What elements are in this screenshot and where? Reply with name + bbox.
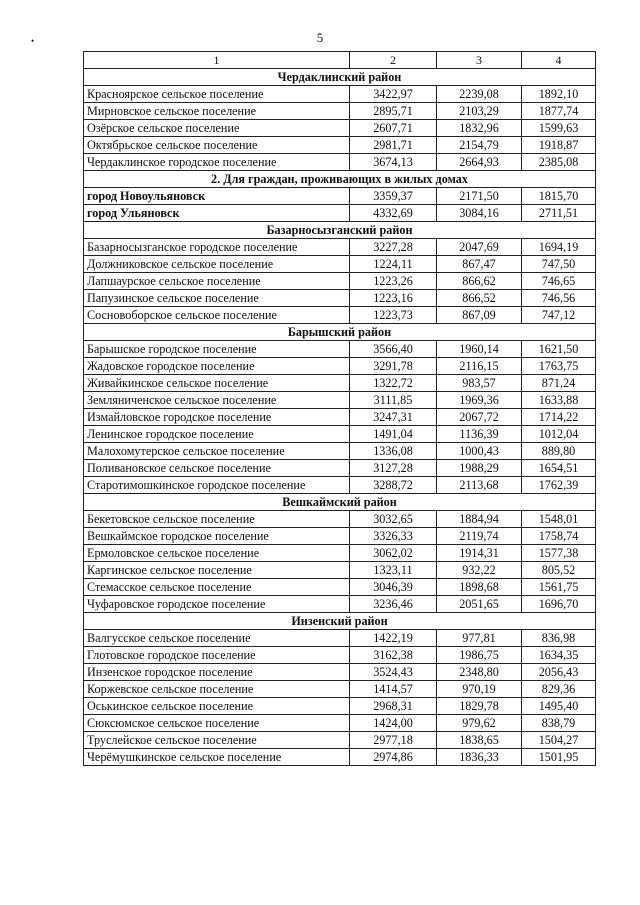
settlement-name: Инзенское городское поселение	[84, 664, 350, 681]
table-row	[84, 443, 596, 460]
value-col-3: 866,52	[437, 290, 522, 307]
value-col-3: 3084,16	[437, 205, 522, 222]
settlement-name: Ленинское городское поселение	[84, 426, 350, 443]
value-col-2: 1223,26	[350, 273, 437, 290]
settlement-name: Чуфаровское городское поселение	[84, 596, 350, 613]
value-col-2: 1422,19	[350, 630, 437, 647]
settlement-name: Мирновское сельское поселение	[84, 103, 350, 120]
section-header-row	[84, 613, 596, 630]
value-col-2: 1424,00	[350, 715, 437, 732]
value-col-3: 1829,78	[437, 698, 522, 715]
value-col-3: 1969,36	[437, 392, 522, 409]
table-row	[84, 596, 596, 613]
section-header-row	[84, 171, 596, 188]
value-col-3: 2067,72	[437, 409, 522, 426]
margin-mark: •	[31, 36, 35, 46]
settlement-name: Сосновоборское сельское поселение	[84, 307, 350, 324]
table-row	[84, 579, 596, 596]
section-header-row	[84, 494, 596, 511]
value-col-3: 1832,96	[437, 120, 522, 137]
value-col-2: 3422,97	[350, 86, 437, 103]
value-col-4: 1577,38	[522, 545, 596, 562]
value-col-3: 2113,68	[437, 477, 522, 494]
value-col-4: 747,50	[522, 256, 596, 273]
value-col-4: 1561,75	[522, 579, 596, 596]
value-col-3: 1914,31	[437, 545, 522, 562]
value-col-2: 2977,18	[350, 732, 437, 749]
value-col-2: 3288,72	[350, 477, 437, 494]
value-col-2: 3566,40	[350, 341, 437, 358]
table-row	[84, 698, 596, 715]
header-cell: 4	[522, 52, 596, 69]
settlement-name: Сюксюмское сельское поселение	[84, 715, 350, 732]
table-row	[84, 392, 596, 409]
value-col-3: 2047,69	[437, 239, 522, 256]
section-title: Вешкаймский район	[84, 494, 596, 511]
value-col-3: 2348,80	[437, 664, 522, 681]
value-col-4: 805,52	[522, 562, 596, 579]
value-col-3: 2116,15	[437, 358, 522, 375]
table-row	[84, 358, 596, 375]
value-col-3: 932,22	[437, 562, 522, 579]
settlement-name: Старотимошкинское городское поселение	[84, 477, 350, 494]
value-col-2: 2895,71	[350, 103, 437, 120]
settlement-name: Черёмушкинское сельское поселение	[84, 749, 350, 766]
table-row	[84, 664, 596, 681]
settlement-name: Базарносызганское городское поселение	[84, 239, 350, 256]
table-row	[84, 681, 596, 698]
header-cell: 1	[84, 52, 350, 69]
table-row	[84, 528, 596, 545]
value-col-3: 866,62	[437, 273, 522, 290]
value-col-4: 1621,50	[522, 341, 596, 358]
table-row	[84, 188, 596, 205]
value-col-4: 2711,51	[522, 205, 596, 222]
value-col-3: 979,62	[437, 715, 522, 732]
value-col-3: 1836,33	[437, 749, 522, 766]
value-col-4: 1694,19	[522, 239, 596, 256]
value-col-2: 3062,02	[350, 545, 437, 562]
value-col-2: 3032,65	[350, 511, 437, 528]
table-row	[84, 205, 596, 222]
settlement-name: Должниковское сельское поселение	[84, 256, 350, 273]
value-col-4: 2056,43	[522, 664, 596, 681]
value-col-4: 871,24	[522, 375, 596, 392]
table-row	[84, 120, 596, 137]
value-col-4: 1696,70	[522, 596, 596, 613]
table-row	[84, 409, 596, 426]
section-title: Базарносызганский район	[84, 222, 596, 239]
table-row	[84, 715, 596, 732]
value-col-4: 1504,27	[522, 732, 596, 749]
table-row	[84, 545, 596, 562]
section-title: 2. Для граждан, проживающих в жилых домах	[84, 171, 596, 188]
settlement-name: Каргинское сельское поселение	[84, 562, 350, 579]
value-col-3: 1884,94	[437, 511, 522, 528]
value-col-2: 1323,11	[350, 562, 437, 579]
value-col-2: 1322,72	[350, 375, 437, 392]
table-row	[84, 239, 596, 256]
table-row	[84, 307, 596, 324]
value-col-2: 3162,38	[350, 647, 437, 664]
value-col-2: 3046,39	[350, 579, 437, 596]
table-row	[84, 273, 596, 290]
value-col-4: 1633,88	[522, 392, 596, 409]
value-col-4: 746,56	[522, 290, 596, 307]
section-title: Барышский район	[84, 324, 596, 341]
value-col-2: 3291,78	[350, 358, 437, 375]
table-row	[84, 103, 596, 120]
value-col-3: 2171,50	[437, 188, 522, 205]
value-col-2: 2607,71	[350, 120, 437, 137]
settlement-name: город Ульяновск	[84, 205, 350, 222]
value-col-4: 829,36	[522, 681, 596, 698]
settlement-name: Измайловское городское поселение	[84, 409, 350, 426]
value-col-4: 747,12	[522, 307, 596, 324]
value-col-2: 3127,28	[350, 460, 437, 477]
table-row	[84, 341, 596, 358]
section-header-row	[84, 222, 596, 239]
value-col-2: 3524,43	[350, 664, 437, 681]
settlement-name: Барышское городское поселение	[84, 341, 350, 358]
value-col-2: 2968,31	[350, 698, 437, 715]
value-col-3: 1986,75	[437, 647, 522, 664]
settlement-name: Стемасское сельское поселение	[84, 579, 350, 596]
settlement-name: Коржевское сельское поселение	[84, 681, 350, 698]
section-header-row	[84, 324, 596, 341]
table-row	[84, 511, 596, 528]
value-col-4: 889,80	[522, 443, 596, 460]
value-col-3: 2664,93	[437, 154, 522, 171]
value-col-3: 1000,43	[437, 443, 522, 460]
value-col-3: 983,57	[437, 375, 522, 392]
section-title: Чердаклинский район	[84, 69, 596, 86]
value-col-4: 1501,95	[522, 749, 596, 766]
value-col-4: 1892,10	[522, 86, 596, 103]
settlement-name: Бекетовское сельское поселение	[84, 511, 350, 528]
table-row	[84, 256, 596, 273]
value-col-2: 3359,37	[350, 188, 437, 205]
settlement-name: Озёрское сельское поселение	[84, 120, 350, 137]
value-col-3: 970,19	[437, 681, 522, 698]
value-col-4: 836,98	[522, 630, 596, 647]
value-col-3: 1960,14	[437, 341, 522, 358]
settlement-name: Жадовское городское поселение	[84, 358, 350, 375]
table-row	[84, 154, 596, 171]
value-col-2: 3236,46	[350, 596, 437, 613]
settlement-name: Октябрьское сельское поселение	[84, 137, 350, 154]
settlement-name: Ермоловское сельское поселение	[84, 545, 350, 562]
table-row	[84, 426, 596, 443]
settlement-name: Глотовское городское поселение	[84, 647, 350, 664]
value-col-2: 1224,11	[350, 256, 437, 273]
table-row	[84, 477, 596, 494]
value-col-3: 2154,79	[437, 137, 522, 154]
table-row	[84, 749, 596, 766]
settlement-name: Папузинское сельское поселение	[84, 290, 350, 307]
value-col-4: 1654,51	[522, 460, 596, 477]
value-col-4: 1877,74	[522, 103, 596, 120]
value-col-3: 2051,65	[437, 596, 522, 613]
header-cell: 3	[437, 52, 522, 69]
value-col-4: 1714,22	[522, 409, 596, 426]
value-col-3: 2119,74	[437, 528, 522, 545]
header-cell: 2	[350, 52, 437, 69]
value-col-2: 2974,86	[350, 749, 437, 766]
value-col-4: 1763,75	[522, 358, 596, 375]
value-col-3: 2239,08	[437, 86, 522, 103]
value-col-2: 4332,69	[350, 205, 437, 222]
settlement-name: Лапшаурское сельское поселение	[84, 273, 350, 290]
value-col-3: 1898,68	[437, 579, 522, 596]
value-col-3: 977,81	[437, 630, 522, 647]
value-col-2: 2981,71	[350, 137, 437, 154]
value-col-4: 746,65	[522, 273, 596, 290]
settlement-name: Вешкаймское городское поселение	[84, 528, 350, 545]
value-col-4: 838,79	[522, 715, 596, 732]
value-col-4: 1548,01	[522, 511, 596, 528]
section-header-row	[84, 69, 596, 86]
table-header-row	[84, 52, 596, 69]
value-col-2: 3227,28	[350, 239, 437, 256]
value-col-4: 1634,35	[522, 647, 596, 664]
settlement-name: Оськинское сельское поселение	[84, 698, 350, 715]
value-col-2: 3674,13	[350, 154, 437, 171]
value-col-2: 3326,33	[350, 528, 437, 545]
value-col-3: 1136,39	[437, 426, 522, 443]
value-col-2: 1223,16	[350, 290, 437, 307]
settlement-name: город Новоульяновск	[84, 188, 350, 205]
value-col-3: 1988,29	[437, 460, 522, 477]
table-row	[84, 290, 596, 307]
tariff-table	[83, 51, 596, 766]
page-number: 5	[316, 30, 324, 45]
table-row	[84, 375, 596, 392]
value-col-2: 3111,85	[350, 392, 437, 409]
value-col-4: 2385,08	[522, 154, 596, 171]
value-col-3: 867,47	[437, 256, 522, 273]
settlement-name: Валгусское сельское поселение	[84, 630, 350, 647]
settlement-name: Поливановское сельское поселение	[84, 460, 350, 477]
table-row	[84, 732, 596, 749]
value-col-4: 1012,04	[522, 426, 596, 443]
value-col-4: 1762,39	[522, 477, 596, 494]
value-col-3: 867,09	[437, 307, 522, 324]
value-col-4: 1758,74	[522, 528, 596, 545]
value-col-2: 1414,57	[350, 681, 437, 698]
value-col-4: 1599,63	[522, 120, 596, 137]
value-col-2: 1491,04	[350, 426, 437, 443]
value-col-4: 1495,40	[522, 698, 596, 715]
section-title: Инзенский район	[84, 613, 596, 630]
table-row	[84, 137, 596, 154]
settlement-name: Труслейское сельское поселение	[84, 732, 350, 749]
value-col-4: 1815,70	[522, 188, 596, 205]
settlement-name: Чердаклинское городское поселение	[84, 154, 350, 171]
value-col-2: 1336,08	[350, 443, 437, 460]
value-col-2: 3247,31	[350, 409, 437, 426]
value-col-3: 2103,29	[437, 103, 522, 120]
settlement-name: Живайкинское сельское поселение	[84, 375, 350, 392]
value-col-2: 1223,73	[350, 307, 437, 324]
table-row	[84, 630, 596, 647]
settlement-name: Красноярское сельское поселение	[84, 86, 350, 103]
settlement-name: Земляниченское сельское поселение	[84, 392, 350, 409]
table-row	[84, 647, 596, 664]
value-col-3: 1838,65	[437, 732, 522, 749]
table-row	[84, 86, 596, 103]
table-row	[84, 562, 596, 579]
settlement-name: Малохомутерское сельское поселение	[84, 443, 350, 460]
table-row	[84, 460, 596, 477]
value-col-4: 1918,87	[522, 137, 596, 154]
